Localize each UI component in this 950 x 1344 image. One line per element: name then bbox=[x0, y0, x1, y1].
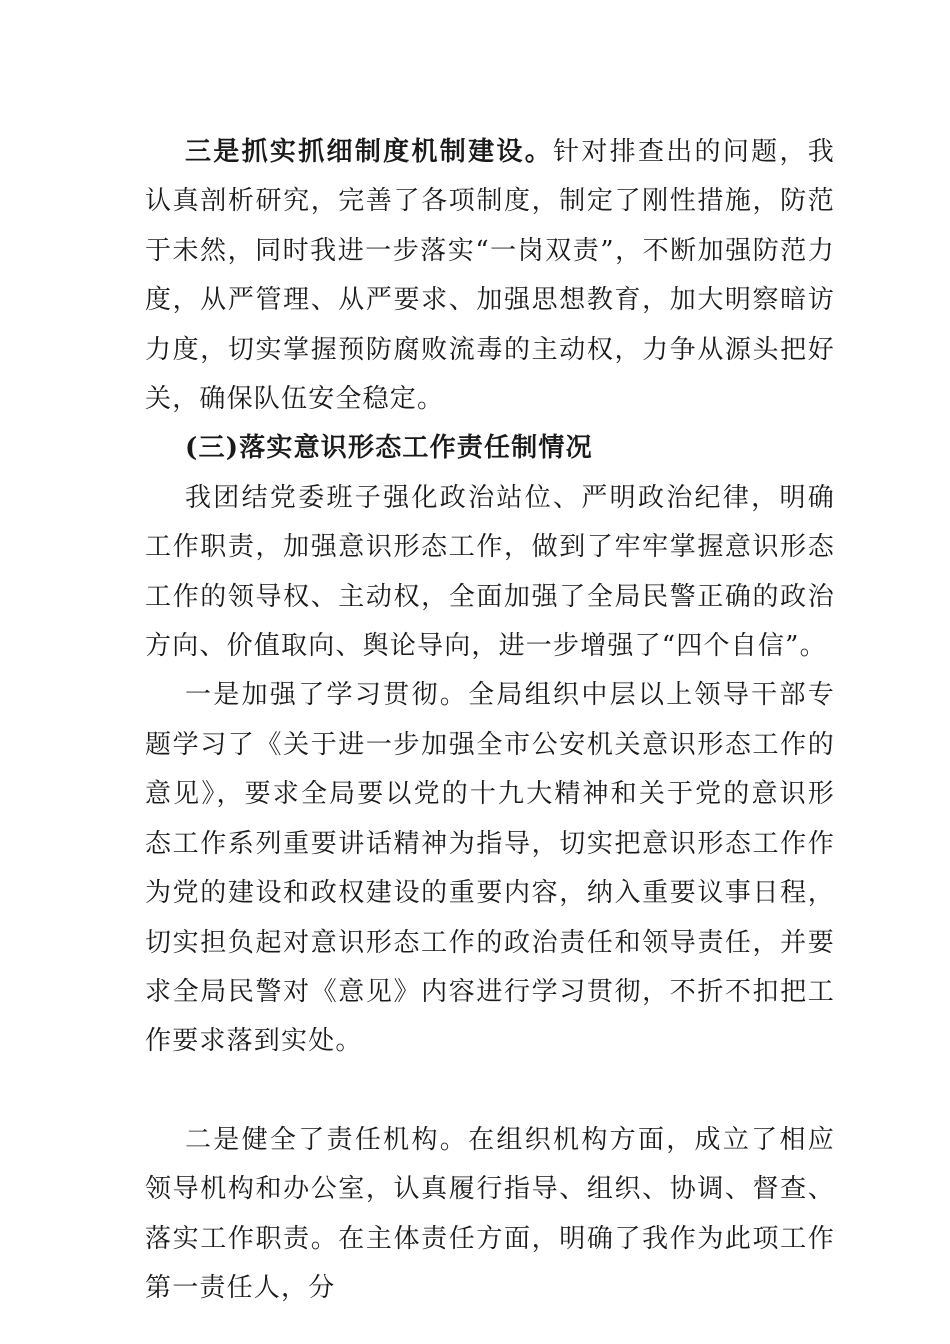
document-page bbox=[145, 128, 835, 1313]
paragraph-study-implementation: 一是加强了学习贯彻。全局组织中层以上领导干部专题学习了《关于进一步加强全市公安机关意识形态工作的意见》，要求全局要以党的十九大精神和关于党的意识形态工作系列重要讲话精神为指导，切实把意识形态工作作为党的建设和政权建设的重要内容，纳入重要议事日程，切实担负起对意识形态工作的政治责任和领导责任，并要求全局民警对《意见》内容进行学习贯彻，不折不扣把工作要求落到实处。 bbox=[145, 680, 835, 1057]
paragraph-lead-phrase: 三是抓实抓细制度机制建设。 bbox=[185, 137, 554, 167]
paragraph-body: 针对排查出的问题，我认真剖析研究，完善了各项制度，制定了刚性措施，防范于未然，同时我进一步落实“一岗双责”，不断加强防范力度，从严管理、从严要求、加强思想教育，加大明察暗访力度，切实掌握预防腐败流毒的主动权，力争从源头把好关，确保队伍安全稳定。 bbox=[145, 137, 835, 415]
blank-line bbox=[145, 1067, 835, 1116]
section-heading: (三)落实意识形态工作责任制情况 bbox=[185, 433, 593, 464]
paragraph-institution-building bbox=[145, 128, 835, 424]
paragraph-responsibility-structure: 二是健全了责任机构。在组织机构方面，成立了相应领导机构和办公室，认真履行指导、组织、协调、督查、落实工作职责。在主体责任方面，明确了我作为此项工作第一责任人，分 bbox=[145, 1124, 835, 1303]
paragraph-ideology-overview: 我团结党委班子强化政治站位、严明政治纪律，明确工作职责，加强意识形态工作，做到了牢牢掌握意识形态工作的领导权、主动权，全面加强了全局民警正确的政治方向、价值取向、舆论导向，进一步增强了“四个自信”。 bbox=[145, 482, 835, 662]
